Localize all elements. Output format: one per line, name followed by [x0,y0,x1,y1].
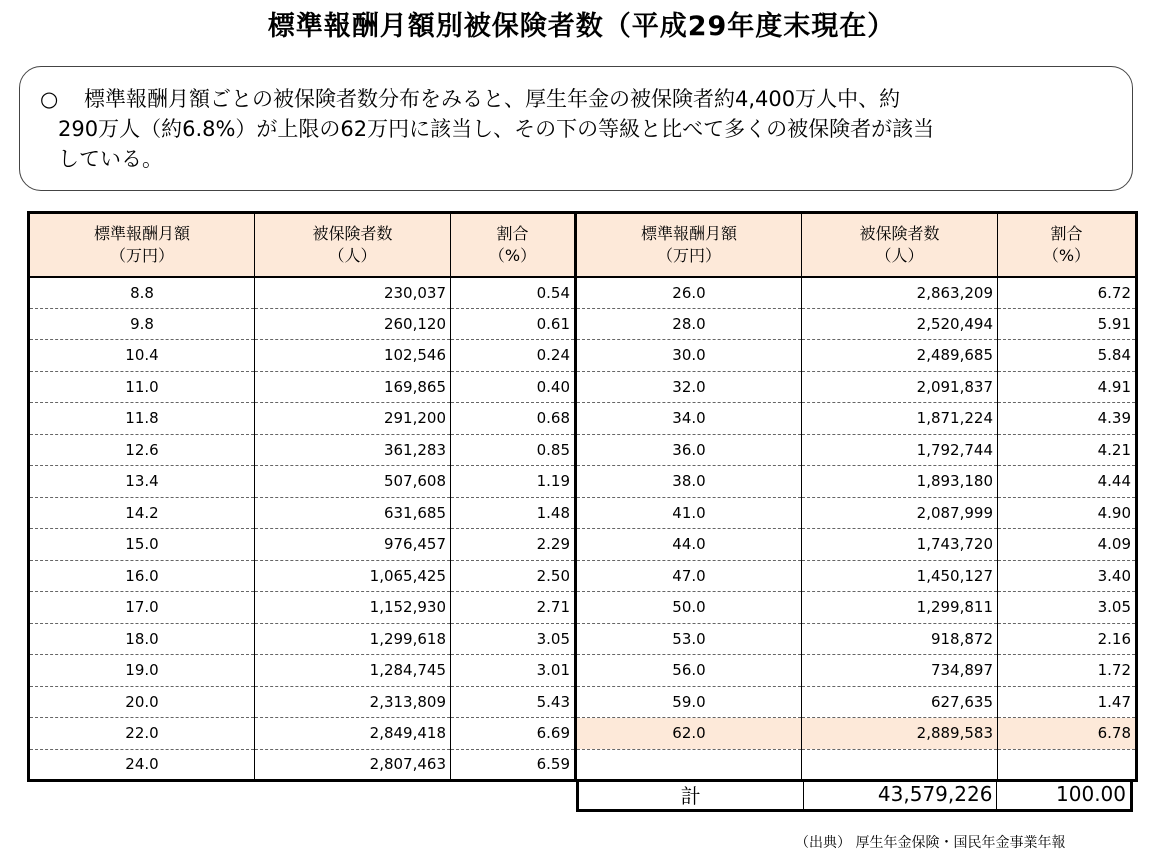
grade-cell: 18.0 [29,623,255,655]
note-bullet: ○ [40,87,59,111]
count-cell: 976,457 [255,529,451,561]
grade-cell: 14.2 [29,497,255,529]
header-ratio-unit: （%） [488,245,537,265]
table-row [29,655,576,687]
table-row [576,340,1137,372]
grade-cell: 62.0 [576,718,802,750]
right-table-header [576,213,1137,277]
grade-cell: 30.0 [576,340,802,372]
ratio-cell: 2.29 [451,529,576,561]
header-grade [29,213,255,277]
grade-cell: 15.0 [29,529,255,561]
header-grade-unit: （万円） [109,245,174,265]
ratio-cell: 0.24 [451,340,576,372]
ratio-cell: 3.40 [998,560,1137,592]
grade-cell: 24.0 [125,755,159,774]
table-row [29,371,576,403]
ratio-cell: 5.43 [451,686,576,718]
table-row [29,340,576,372]
note-line-1: 標準報酬月額ごとの被保険者数分布をみると、厚生年金の被保険者約4,400万人中、約 [84,87,901,111]
grade-cell: 22.0 [29,718,255,750]
grade-cell: 38.0 [576,466,802,498]
count-cell: 2,489,685 [802,340,998,372]
table-row [576,655,1137,687]
ratio-cell: 2.16 [998,623,1137,655]
count-cell: 1,792,744 [802,434,998,466]
grade-cell: 16.0 [29,560,255,592]
count-cell: 291,200 [255,403,451,435]
count-cell: 2,313,809 [255,686,451,718]
ratio-cell: 6.78 [998,718,1137,750]
source-note: （出典） 厚生年金保険・国民年金事業年報 [795,835,1066,851]
grade-cell: 11.0 [29,371,255,403]
count-cell: 507,608 [255,466,451,498]
table-row [576,371,1137,403]
ratio-cell: 1.19 [451,466,576,498]
table-row [576,277,1137,309]
table-row [29,277,576,309]
table-row [29,623,576,655]
total-label: 計 [680,783,701,808]
ratio-cell: 4.90 [998,497,1137,529]
grade-cell: 11.8 [29,403,255,435]
count-cell: 361,283 [255,434,451,466]
table-row [29,434,576,466]
table-row [576,560,1137,592]
header-ratio-label: 割合 [1050,223,1083,243]
table-row [29,718,576,750]
grade-cell: 36.0 [576,434,802,466]
table-row [576,403,1137,435]
count-cell: 102,546 [255,340,451,372]
table-row [29,308,576,340]
count-cell: 2,807,463 [255,749,451,781]
left-table-body [29,277,576,781]
table-row [576,529,1137,561]
header-grade-unit: （万円） [656,245,721,265]
grade-cell: 34.0 [576,403,802,435]
header-count [255,213,451,277]
total-count: 43,579,226 [803,779,997,809]
grade-cell: 8.8 [29,277,255,309]
grade-cell: 20.0 [29,686,255,718]
ratio-cell: 0.40 [451,371,576,403]
left-table [27,211,577,782]
grade-cell: 26.0 [576,277,802,309]
count-cell: 734,897 [802,655,998,687]
header-count-unit: （人） [875,245,924,265]
count-cell: 1,743,720 [802,529,998,561]
count-cell: 2,520,494 [802,308,998,340]
table-row [576,749,1137,781]
header-ratio-unit: （%） [1042,245,1091,265]
count-cell: 1,893,180 [802,466,998,498]
ratio-cell: 4.39 [998,403,1137,435]
table-row [576,466,1137,498]
count-cell: 2,087,999 [802,497,998,529]
ratio-cell: 3.05 [998,592,1137,624]
count-cell: 627,635 [802,686,998,718]
ratio-cell: 4.44 [998,466,1137,498]
page-title: 標準報酬月額別被保険者数（平成29年度末現在） [267,11,896,42]
grade-cell [576,749,802,781]
ratio-cell: 1.48 [451,497,576,529]
ratio-cell: 6.72 [998,277,1137,309]
table-row [29,529,576,561]
grade-cell: 50.0 [576,592,802,624]
header-ratio-label: 割合 [496,223,529,243]
count-cell: 1,450,127 [802,560,998,592]
count-cell: 918,872 [802,623,998,655]
grade-cell: 9.8 [29,308,255,340]
summary-note-box [19,66,1133,191]
grade-cell: 41.0 [576,497,802,529]
count-cell: 2,091,837 [802,371,998,403]
grade-cell: 17.0 [29,592,255,624]
right-table-body [576,277,1137,781]
grade-cell: 56.0 [576,655,802,687]
table-row [576,718,1137,750]
table-row [576,686,1137,718]
ratio-cell: 6.59 [451,749,576,781]
ratio-cell: 4.21 [998,434,1137,466]
count-cell: 1,152,930 [255,592,451,624]
table-row [576,308,1137,340]
table-row [29,592,576,624]
table-row [29,466,576,498]
header-count [802,213,998,277]
ratio-cell: 3.05 [451,623,576,655]
grade-cell: 19.0 [29,655,255,687]
ratio-cell: 4.91 [998,371,1137,403]
count-cell: 2,863,209 [802,277,998,309]
ratio-cell: 2.50 [451,560,576,592]
count-cell: 1,065,425 [255,560,451,592]
count-cell: 260,120 [255,308,451,340]
table-row [29,497,576,529]
header-grade-label: 標準報酬月額 [93,223,190,243]
ratio-cell [998,749,1137,781]
ratio-cell: 0.68 [451,403,576,435]
left-table-header [29,213,576,277]
count-cell: 1,299,811 [802,592,998,624]
header-grade-label: 標準報酬月額 [640,223,737,243]
ratio-cell: 6.69 [451,718,576,750]
total-row [576,779,1133,812]
header-grade [576,213,802,277]
header-ratio [451,213,576,277]
table-row [29,560,576,592]
total-ratio: 100.00 [996,779,1130,809]
note-line-3: している。 [58,147,163,171]
table-row [29,686,576,718]
count-cell: 1,299,618 [255,623,451,655]
right-table [574,211,1138,782]
ratio-cell: 0.85 [451,434,576,466]
ratio-cell: 0.54 [451,277,576,309]
table-row [576,434,1137,466]
count-cell: 2,889,583 [802,718,998,750]
grade-cell: 12.6 [29,434,255,466]
grade-cell: 44.0 [576,529,802,561]
ratio-cell: 1.47 [998,686,1137,718]
count-cell: 169,865 [255,371,451,403]
ratio-cell: 1.72 [998,655,1137,687]
count-cell: 631,685 [255,497,451,529]
grade-cell: 13.4 [29,466,255,498]
ratio-cell: 4.09 [998,529,1137,561]
table-row [576,592,1137,624]
count-cell [802,749,998,781]
grade-cell: 53.0 [576,623,802,655]
count-cell: 1,871,224 [802,403,998,435]
header-count-label: 被保険者数 [859,223,940,243]
count-cell: 230,037 [255,277,451,309]
ratio-cell: 5.91 [998,308,1137,340]
grade-cell: 47.0 [576,560,802,592]
header-count-label: 被保険者数 [312,223,393,243]
header-count-unit: （人） [328,245,377,265]
ratio-cell: 2.71 [451,592,576,624]
table-row [29,749,576,781]
ratio-cell: 5.84 [998,340,1137,372]
count-cell: 2,849,418 [255,718,451,750]
header-ratio [998,213,1137,277]
grade-cell: 59.0 [576,686,802,718]
ratio-cell: 0.61 [451,308,576,340]
ratio-cell: 3.01 [451,655,576,687]
grade-cell: 28.0 [576,308,802,340]
count-cell: 1,284,745 [255,655,451,687]
grade-cell: 32.0 [576,371,802,403]
table-row [29,403,576,435]
note-line-2: 290万人（約6.8%）が上限の62万円に該当し、その下の等級と比べて多くの被保険者が該当 [58,117,935,141]
grade-cell: 10.4 [29,340,255,372]
table-row [576,497,1137,529]
table-row [576,623,1137,655]
